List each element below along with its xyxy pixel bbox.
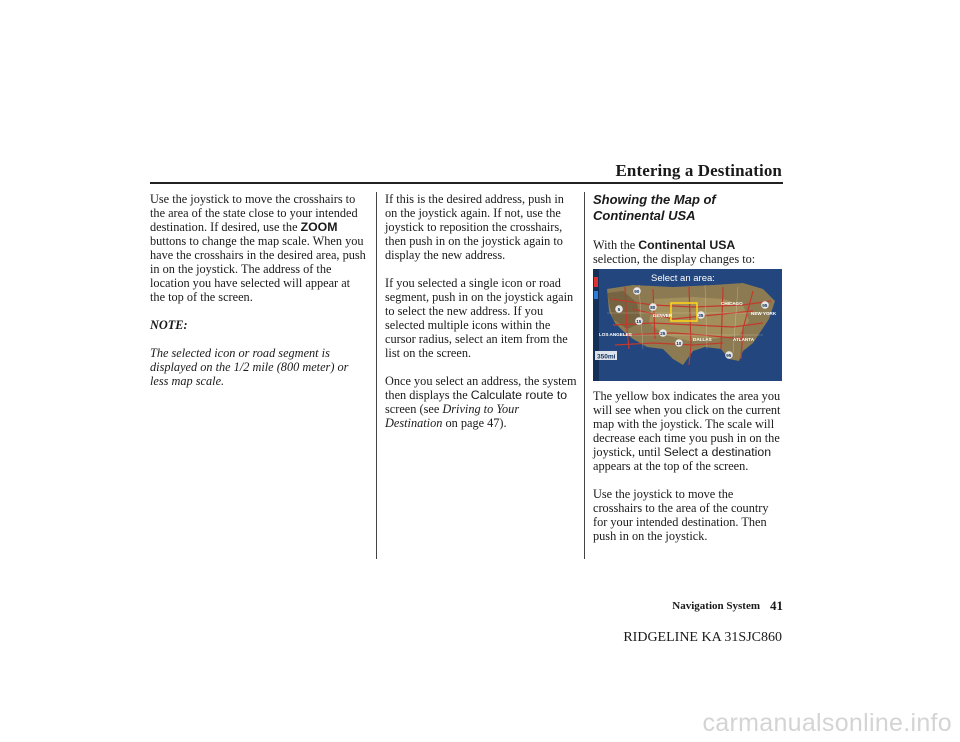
highway-35: 35 bbox=[698, 312, 704, 318]
highway-15: 15 bbox=[636, 318, 642, 324]
column-left bbox=[150, 192, 368, 402]
page-reference: Driving to Your Destination bbox=[385, 402, 520, 430]
city-dallas: DALLAS bbox=[693, 337, 712, 342]
watermark: carmanualsonline.info bbox=[702, 709, 952, 737]
footer-section-name: Navigation System bbox=[672, 600, 760, 612]
highway-90: 90 bbox=[634, 288, 640, 294]
usa-map-image bbox=[593, 269, 782, 381]
column-middle bbox=[385, 192, 577, 444]
highway-95-south: 95 bbox=[726, 352, 732, 358]
column-right bbox=[593, 192, 785, 557]
highway-80: 80 bbox=[650, 304, 656, 310]
highway-5: 5 bbox=[617, 306, 621, 312]
highway-10: 10 bbox=[676, 340, 682, 346]
footer-page-number: 41 bbox=[770, 598, 783, 613]
city-los-angeles: LOS ANGELES bbox=[599, 332, 632, 337]
paragraph-calculate-route: Once you select an address, the system then displays the Calculate route to screen (see Driving to Your Destination on page 47). bbox=[385, 374, 577, 430]
city-denver: DENVER bbox=[653, 313, 673, 318]
map-scale-label: 350mi bbox=[597, 353, 616, 361]
zoom-label: ZOOM bbox=[300, 220, 338, 234]
paragraph-yellow-box: The yellow box indicates the area you will see when you click on the current map with the joystick. The scale will decrease each time you push in on the joystick, until Select a destination appears at the top of the screen. bbox=[593, 389, 781, 473]
document-code: RIDGELINE KA 31SJC860 bbox=[623, 630, 782, 645]
paragraph-move-crosshairs: Use the joystick to move the crosshairs to the area of the country for your intended destination. Then push in on the joystick. bbox=[593, 487, 769, 543]
highway-95-north: 95 bbox=[762, 302, 768, 308]
paragraph-desired-address: If this is the desired address, push in on the joystick again. If not, use the joystick to reposition the crosshairs, then push in on the joystick again to display the new address. bbox=[385, 192, 564, 262]
paragraph-joystick-instructions: Use the joystick to move the crosshairs to the area of the state close to your intended destination. If desired, use the ZOOM buttons to change the map scale. When you have the crosshairs in the desired area, push in on the joystick. The address of the location you have selected will appear at the top of the screen. bbox=[150, 192, 366, 304]
select-destination-label: Select a destination bbox=[663, 445, 772, 459]
navigation-map-screen bbox=[593, 269, 782, 381]
city-chicago: CHICAGO bbox=[721, 301, 743, 306]
section-heading: Showing the Map of Continental USA bbox=[593, 192, 716, 223]
continental-usa-label: Continental USA bbox=[638, 238, 736, 252]
city-atlanta: ATLANTA bbox=[733, 337, 755, 342]
column-divider-2 bbox=[584, 192, 585, 559]
paragraph-single-icon: If you selected a single icon or road segment, push in on the joystick again to select the new address. If you selected multiple icons within the cursor radius, select an item from the list on the screen. bbox=[385, 276, 574, 360]
map-screen-title: Select an area: bbox=[651, 273, 715, 284]
city-new-york: NEW YORK bbox=[751, 311, 777, 316]
column-divider-1 bbox=[376, 192, 377, 559]
highway-25: 25 bbox=[660, 330, 666, 336]
note-text: The selected icon or road segment is displayed on the 1/2 mile (800 meter) or less map scale. bbox=[150, 346, 349, 388]
paragraph-continental-usa: With the Continental USA selection, the display changes to: bbox=[593, 238, 756, 266]
page-title: Entering a Destination bbox=[615, 161, 782, 180]
header-rule bbox=[150, 182, 783, 184]
note-label: NOTE: bbox=[150, 318, 188, 332]
calculate-route-label: Calculate route to bbox=[470, 388, 568, 402]
